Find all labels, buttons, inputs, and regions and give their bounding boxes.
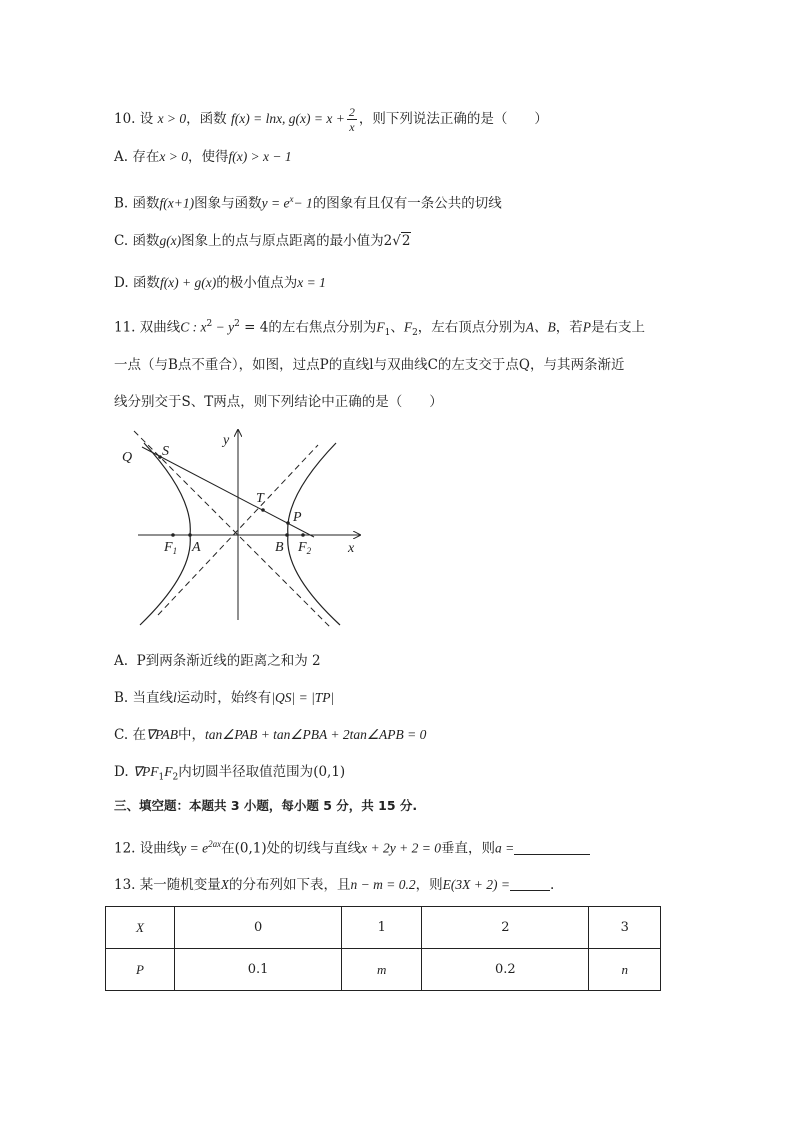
q10-option-a: A. 存在x > 0，使得f(x) > x − 1 (114, 149, 292, 165)
label-f2: $F_2$ (298, 540, 312, 556)
label-f1: $F_1$ (164, 540, 178, 556)
label-t: T (256, 491, 264, 506)
table-cell: n (589, 949, 661, 991)
table-cell: 3 (589, 907, 661, 949)
q11-stem-line2: 一点（与B点不重合），如图，过点P的直线l与双曲线C的左支交于点Q，与其两条渐近 (114, 357, 625, 373)
table-cell: 0.1 (175, 949, 342, 991)
label-q: Q (122, 450, 133, 465)
hyperbola-figure (118, 425, 368, 630)
table-cell: 0 (175, 907, 342, 949)
table-cell: m (342, 949, 422, 991)
q12: 12. 设曲线$y = e^{2ax}$在(0,1)处的切线与直线x + 2y + 2 = 0垂直，则a = (114, 834, 590, 859)
q11-option-a: A. P到两条渐近线的距离之和为 2 (114, 653, 321, 669)
q13: 13. 某一随机变量X的分布列如下表，且n − m = 0.2，则E(3X + 2) = . (114, 877, 555, 893)
hyperbola-right-branch (288, 443, 340, 625)
label-y: y (223, 433, 230, 448)
table-row (106, 949, 661, 991)
q10-option-c: C. 函数g(x)图象上的点与原点距离的最小值为2√2 (114, 233, 411, 249)
table-cell: 0.2 (422, 949, 589, 991)
answer-blank[interactable] (510, 876, 550, 891)
q11-option-c: C. 在∇PAB中，tan∠PAB + tan∠PBA + 2tan∠APB = 0 (114, 727, 427, 743)
hyperbola-left-branch (140, 443, 190, 625)
fraction: $\frac{2}{x}$ (348, 105, 355, 134)
table-cell: 1 (342, 907, 422, 949)
q10-option-d: D. 函数f(x) + g(x)的极小值点为x = 1 (114, 275, 326, 291)
section-heading: 三、填空题：本题共 3 小题，每小题 5 分，共 15 分. (114, 798, 418, 813)
label-s: S (162, 444, 169, 459)
q11-stem-line1: 11. 双曲线C : $x^2 - y^2 = 4$的左右焦点分别为$F_1$、$F_2$，左右顶点分别为A、B，若P是右支上 (114, 319, 646, 339)
table-row (106, 907, 661, 949)
point-f2 (301, 533, 305, 537)
q10-stem: 10. 设 x > 0，函数 f(x) = lnx, g(x) = x + $\frac{2}{x}$ ，则下列说法正确的是（ ） (114, 105, 548, 134)
q11-option-d: D. $\nabla PF_1F_2$内切圆半径取值范围为(0,1) (114, 764, 346, 783)
answer-blank[interactable] (514, 840, 590, 855)
q10-option-b: B. 函数f(x+1)图象与函数$y = e^x- 1$的图象有且仅有一条公共的切线 (114, 194, 502, 212)
label-b: B (275, 540, 284, 555)
point-a (188, 533, 192, 537)
q11-stem-line3: 线分别交于S、T两点，则下列结论中正确的是（ ） (114, 394, 443, 410)
point-p (286, 521, 290, 525)
table-cell: P (106, 949, 175, 991)
point-f1 (171, 533, 175, 537)
q11-option-b: B. 当直线l运动时，始终有|QS| = |TP| (114, 690, 335, 706)
label-x: x (348, 541, 355, 556)
label-p: P (293, 510, 302, 525)
point-t (261, 508, 265, 512)
point-b (285, 533, 289, 537)
distribution-table (105, 906, 661, 991)
table-cell: X (106, 907, 175, 949)
label-a: A (192, 540, 201, 555)
table-cell: 2 (422, 907, 589, 949)
